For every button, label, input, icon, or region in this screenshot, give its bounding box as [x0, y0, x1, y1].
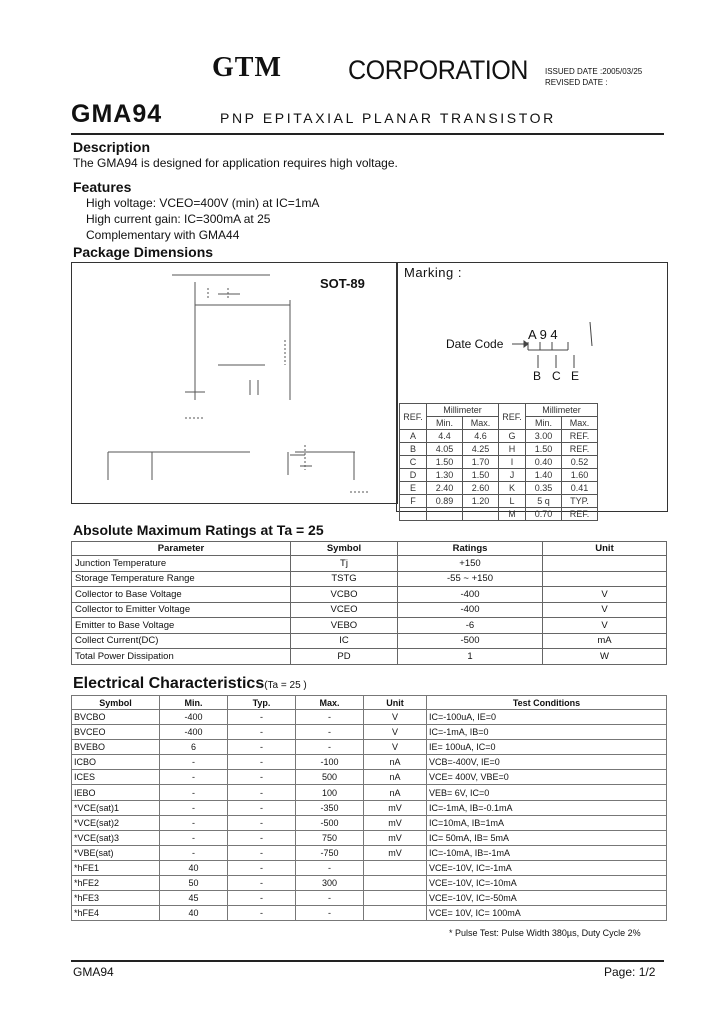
brand-logo-text: GTM — [212, 52, 282, 83]
table-cell: 1.50 — [427, 456, 463, 469]
table-header-cell: Symbol — [72, 696, 160, 710]
table-cell: TSTG — [291, 571, 398, 587]
table-cell: 0.70 — [526, 508, 562, 521]
table-row — [72, 800, 667, 815]
table-row — [72, 906, 667, 921]
table-cell: - — [228, 725, 296, 740]
table-row — [72, 602, 667, 618]
footer-page-number: Page: 1/2 — [604, 965, 656, 979]
table-cell: nA — [364, 770, 427, 785]
table-cell: V — [543, 602, 667, 618]
table-cell: IE= 100uA, IC=0 — [427, 740, 667, 755]
table-cell: 4.25 — [463, 443, 499, 456]
table-cell: 4.05 — [427, 443, 463, 456]
table-cell: TYP. — [562, 495, 598, 508]
table-cell: I — [499, 456, 526, 469]
table-row — [72, 860, 667, 875]
table-row — [72, 710, 667, 725]
table-cell: 40 — [160, 906, 228, 921]
table-cell: 1.20 — [463, 495, 499, 508]
table-cell — [364, 891, 427, 906]
table-header-cell: Parameter — [72, 542, 291, 556]
electrical-table — [71, 695, 667, 921]
table-cell: Collect Current(DC) — [72, 633, 291, 649]
table-cell — [427, 508, 463, 521]
table-cell: V — [364, 740, 427, 755]
table-cell: - — [160, 770, 228, 785]
table-cell: -100 — [296, 755, 364, 770]
table-cell: -400 — [160, 725, 228, 740]
table-cell: Emitter to Base Voltage — [72, 618, 291, 634]
table-cell: - — [296, 740, 364, 755]
table-row — [400, 443, 598, 456]
table-cell: 1.50 — [526, 443, 562, 456]
table-header-cell: Test Conditions — [427, 696, 667, 710]
table-cell: IC=10mA, IB=1mA — [427, 815, 667, 830]
table-row — [400, 430, 598, 443]
table-row — [72, 542, 667, 556]
package-type-label: SOT-89 — [320, 276, 365, 291]
table-cell: BVCEO — [72, 725, 160, 740]
table-cell: - — [160, 785, 228, 800]
table-row — [72, 845, 667, 860]
table-header-cell: Ratings — [398, 542, 543, 556]
table-header-cell: Millimeter — [526, 404, 598, 417]
table-cell: 4.4 — [427, 430, 463, 443]
table-cell: L — [499, 495, 526, 508]
table-cell: - — [296, 891, 364, 906]
table-cell: 750 — [296, 830, 364, 845]
table-cell: VCE=-10V, IC=-10mA — [427, 876, 667, 891]
feature-item: High voltage: VCEO=400V (min) at IC=1mA — [86, 196, 320, 210]
table-row — [72, 633, 667, 649]
package-outline-drawing — [100, 270, 390, 500]
table-row — [72, 876, 667, 891]
marking-code: A 9 4 — [528, 327, 558, 342]
table-row — [400, 469, 598, 482]
feature-item: Complementary with GMA44 — [86, 228, 240, 242]
table-row — [400, 482, 598, 495]
table-header-cell: Millimeter — [427, 404, 499, 417]
table-cell: BVCBO — [72, 710, 160, 725]
table-cell: - — [228, 710, 296, 725]
table-cell: -400 — [398, 587, 543, 603]
description-heading: Description — [73, 139, 151, 155]
table-row — [72, 725, 667, 740]
table-header-cell: Symbol — [291, 542, 398, 556]
table-cell: 4.6 — [463, 430, 499, 443]
table-header-cell: Min. — [526, 417, 562, 430]
table-cell — [400, 508, 427, 521]
table-cell: IC=-1mA, IB=-0.1mA — [427, 800, 667, 815]
table-cell: nA — [364, 785, 427, 800]
footer-divider — [71, 960, 664, 962]
table-cell: Storage Temperature Range — [72, 571, 291, 587]
table-cell: 45 — [160, 891, 228, 906]
table-cell: *VBE(sat) — [72, 845, 160, 860]
table-cell: 2.40 — [427, 482, 463, 495]
table-cell: -55 ~ +150 — [398, 571, 543, 587]
table-cell: K — [499, 482, 526, 495]
table-cell: VEBO — [291, 618, 398, 634]
table-row — [72, 755, 667, 770]
abs-max-table — [71, 541, 667, 665]
table-cell: 500 — [296, 770, 364, 785]
electrical-heading-suffix: (Ta = 25 ) — [264, 680, 307, 691]
table-cell: *VCE(sat)1 — [72, 800, 160, 815]
table-cell: -350 — [296, 800, 364, 815]
table-header-cell: Max. — [296, 696, 364, 710]
table-cell: A — [400, 430, 427, 443]
table-cell: 3.00 — [526, 430, 562, 443]
table-cell: E — [400, 482, 427, 495]
table-cell: - — [160, 830, 228, 845]
table-cell: VCE=-10V, IC=-1mA — [427, 860, 667, 875]
table-cell: 1 — [398, 649, 543, 665]
table-cell: -6 — [398, 618, 543, 634]
table-cell: Junction Temperature — [72, 556, 291, 572]
table-cell: IC=-10mA, IB=-1mA — [427, 845, 667, 860]
table-cell: VCE=-10V, IC=-50mA — [427, 891, 667, 906]
table-cell: *hFE4 — [72, 906, 160, 921]
table-cell: -400 — [160, 710, 228, 725]
feature-item: High current gain: IC=300mA at 25 — [86, 212, 271, 226]
abs-max-heading: Absolute Maximum Ratings at Ta = 25 — [73, 522, 324, 538]
device-subtitle: PNP EPITAXIAL PLANAR TRANSISTOR — [220, 110, 556, 126]
table-cell: *hFE2 — [72, 876, 160, 891]
table-cell: - — [228, 845, 296, 860]
description-text: The GMA94 is designed for application requires high voltage. — [73, 156, 398, 170]
table-header-cell: Min. — [160, 696, 228, 710]
table-cell: - — [160, 800, 228, 815]
table-cell: +150 — [398, 556, 543, 572]
revised-date: REVISED DATE : — [545, 78, 608, 87]
table-cell: 6 — [160, 740, 228, 755]
table-cell: Tj — [291, 556, 398, 572]
issue-dates — [545, 66, 642, 88]
marking-label: Marking : — [404, 265, 462, 280]
table-cell — [543, 571, 667, 587]
table-cell: VCE= 400V, VBE=0 — [427, 770, 667, 785]
table-row — [400, 508, 598, 521]
table-cell: - — [228, 770, 296, 785]
table-cell: Total Power Dissipation — [72, 649, 291, 665]
table-cell: VCEO — [291, 602, 398, 618]
table-cell: mV — [364, 845, 427, 860]
table-cell — [364, 876, 427, 891]
table-cell: IC=-100uA, IE=0 — [427, 710, 667, 725]
table-cell: Collector to Base Voltage — [72, 587, 291, 603]
table-cell: - — [228, 891, 296, 906]
table-header-cell: REF. — [400, 404, 427, 430]
table-cell: -750 — [296, 845, 364, 860]
table-cell: REF. — [562, 443, 598, 456]
table-cell: D — [400, 469, 427, 482]
table-cell: - — [160, 815, 228, 830]
corporation-title: CORPORATION — [348, 55, 528, 85]
table-cell: V — [364, 710, 427, 725]
table-cell: H — [499, 443, 526, 456]
table-row — [72, 891, 667, 906]
table-cell: ICES — [72, 770, 160, 785]
table-header-cell: REF. — [499, 404, 526, 430]
table-cell: V — [543, 618, 667, 634]
table-header-cell: Max. — [562, 417, 598, 430]
table-cell: mV — [364, 800, 427, 815]
table-row — [72, 785, 667, 800]
table-cell: Collector to Emitter Voltage — [72, 602, 291, 618]
table-cell: mA — [543, 633, 667, 649]
dimensions-table — [399, 403, 598, 521]
table-cell: M — [499, 508, 526, 521]
table-cell: 0.52 — [562, 456, 598, 469]
table-cell: - — [228, 830, 296, 845]
table-cell: 5 q — [526, 495, 562, 508]
electrical-heading: Electrical Characteristics — [73, 675, 265, 692]
table-cell: - — [296, 710, 364, 725]
table-row — [72, 649, 667, 665]
table-cell: - — [296, 906, 364, 921]
pulse-test-footnote: * Pulse Test: Pulse Width 380µs, Duty Cycle 2% — [449, 928, 641, 938]
table-cell: PD — [291, 649, 398, 665]
table-cell: 1.70 — [463, 456, 499, 469]
pin-label-c: C — [552, 369, 561, 383]
table-cell: 0.35 — [526, 482, 562, 495]
features-heading: Features — [73, 179, 132, 195]
electrical-heading-wrap — [73, 675, 307, 693]
table-cell: 300 — [296, 876, 364, 891]
table-cell: - — [296, 860, 364, 875]
table-cell: G — [499, 430, 526, 443]
table-cell: nA — [364, 755, 427, 770]
table-cell: VEB= 6V, IC=0 — [427, 785, 667, 800]
table-cell: 40 — [160, 860, 228, 875]
table-header-cell: Unit — [364, 696, 427, 710]
table-cell: mV — [364, 815, 427, 830]
table-cell: ICBO — [72, 755, 160, 770]
table-cell: - — [228, 906, 296, 921]
table-cell: BVEBO — [72, 740, 160, 755]
table-cell: IC — [291, 633, 398, 649]
table-cell: *VCE(sat)2 — [72, 815, 160, 830]
table-cell: - — [228, 785, 296, 800]
issued-date: ISSUED DATE :2005/03/25 — [545, 67, 643, 76]
table-cell: 50 — [160, 876, 228, 891]
table-cell: *hFE3 — [72, 891, 160, 906]
table-cell: - — [228, 860, 296, 875]
table-cell: - — [228, 800, 296, 815]
table-cell: REF. — [562, 508, 598, 521]
table-cell: - — [160, 755, 228, 770]
table-cell: VCE= 10V, IC= 100mA — [427, 906, 667, 921]
table-row — [72, 815, 667, 830]
table-header-cell: Min. — [427, 417, 463, 430]
table-cell — [543, 556, 667, 572]
table-cell: *VCE(sat)3 — [72, 830, 160, 845]
table-cell: 1.50 — [463, 469, 499, 482]
table-cell — [463, 508, 499, 521]
footer-model: GMA94 — [73, 965, 114, 979]
table-cell: VCBO — [291, 587, 398, 603]
table-cell: - — [296, 725, 364, 740]
table-cell: *hFE1 — [72, 860, 160, 875]
table-cell — [364, 860, 427, 875]
table-cell: 0.89 — [427, 495, 463, 508]
table-row — [72, 618, 667, 634]
table-cell: - — [228, 815, 296, 830]
table-cell: - — [228, 740, 296, 755]
table-header-cell: Max. — [463, 417, 499, 430]
table-cell: 1.30 — [427, 469, 463, 482]
table-row — [400, 404, 598, 417]
table-row — [72, 770, 667, 785]
model-title: GMA94 — [71, 100, 163, 128]
table-row — [72, 740, 667, 755]
date-code-label: Date Code — [446, 337, 504, 351]
table-cell: 0.41 — [562, 482, 598, 495]
table-header-cell: Typ. — [228, 696, 296, 710]
table-cell: 2.60 — [463, 482, 499, 495]
table-row — [72, 830, 667, 845]
table-cell: -400 — [398, 602, 543, 618]
table-cell: B — [400, 443, 427, 456]
marking-diagram — [510, 320, 600, 370]
table-cell: 100 — [296, 785, 364, 800]
package-heading: Package Dimensions — [73, 244, 214, 260]
table-cell: -500 — [398, 633, 543, 649]
table-cell: IC=-1mA, IB=0 — [427, 725, 667, 740]
table-cell: J — [499, 469, 526, 482]
table-cell: V — [543, 587, 667, 603]
table-row — [400, 495, 598, 508]
pin-label-b: B — [533, 369, 542, 383]
table-cell: - — [160, 845, 228, 860]
table-row — [72, 571, 667, 587]
table-cell: 1.60 — [562, 469, 598, 482]
table-cell: 0.40 — [526, 456, 562, 469]
table-cell: C — [400, 456, 427, 469]
table-cell: IEBO — [72, 785, 160, 800]
table-cell: 1.40 — [526, 469, 562, 482]
table-row — [72, 587, 667, 603]
table-row — [72, 696, 667, 710]
table-row — [72, 556, 667, 572]
table-row — [400, 456, 598, 469]
table-header-cell: Unit — [543, 542, 667, 556]
pin-label-e: E — [571, 369, 580, 383]
table-cell: F — [400, 495, 427, 508]
table-cell: - — [228, 755, 296, 770]
table-cell: mV — [364, 830, 427, 845]
table-cell: REF. — [562, 430, 598, 443]
table-cell: VCB=-400V, IE=0 — [427, 755, 667, 770]
table-cell: W — [543, 649, 667, 665]
table-cell — [364, 906, 427, 921]
table-cell: -500 — [296, 815, 364, 830]
table-cell: IC= 50mA, IB= 5mA — [427, 830, 667, 845]
header-divider — [71, 133, 664, 135]
table-cell: - — [228, 876, 296, 891]
table-cell: V — [364, 725, 427, 740]
